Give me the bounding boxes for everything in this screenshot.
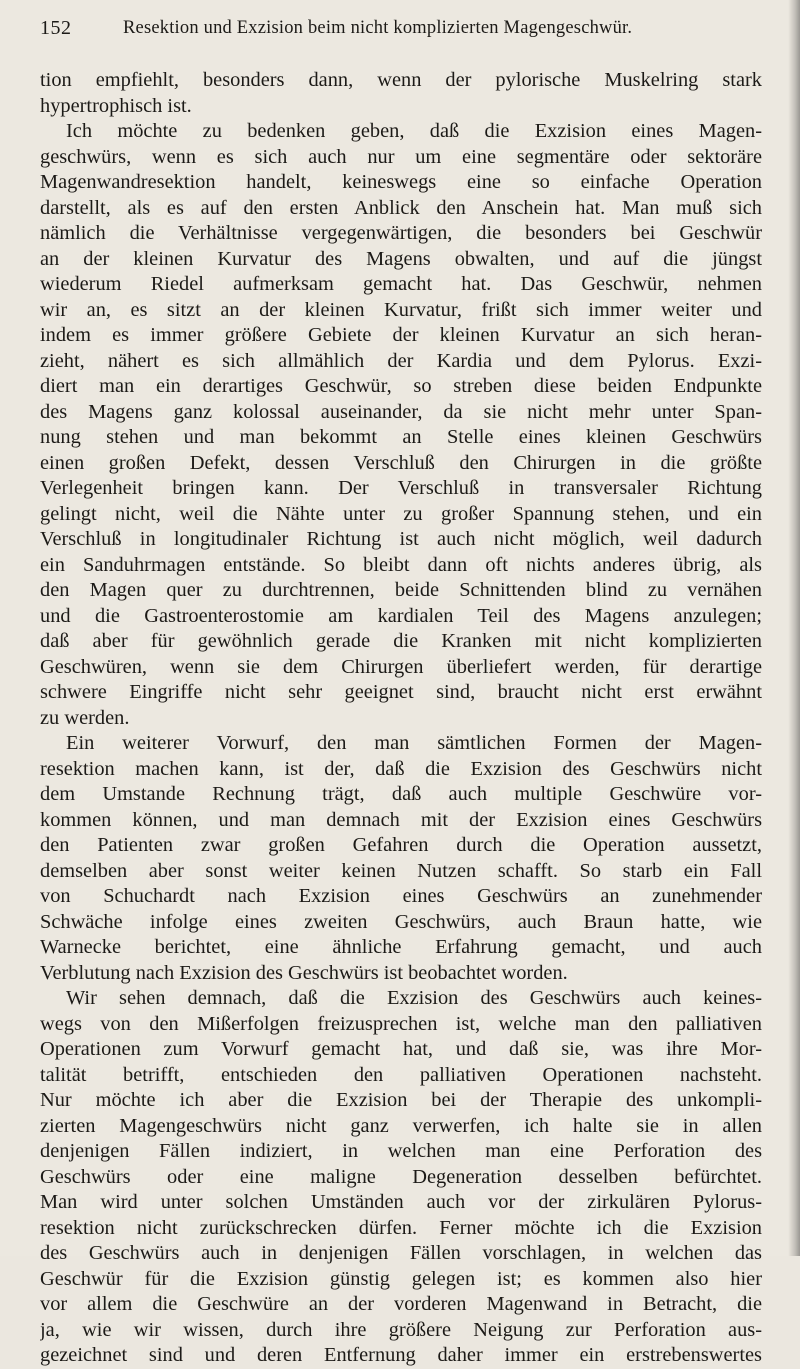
text-line: daß aber für gewöhnlich gerade die Kranken mit nicht komplizierten <box>40 630 762 652</box>
text-line: indem es immer größere Gebiete der kleinen Kurvatur an sich heran- <box>40 324 762 346</box>
text-line: ein Sanduhrmagen entstände. So bleibt dann oft nichts anderes übrig, als <box>40 553 762 576</box>
text-line: und die Gastroenterostomie am kardialen Teil des Magens anzulegen; <box>40 604 762 627</box>
text-line: ja, wie wir wissen, durch ihre größere Neigung zur Perforation aus- <box>40 1318 762 1341</box>
text-line: diert man ein derartiges Geschwür, so streben diese beiden Endpunkte <box>40 375 762 397</box>
text-line: gezeichnet sind und deren Entfernung daher immer ein erstrebenswertes <box>40 1344 762 1366</box>
text-line: Man wird unter solchen Umständen auch vor der zirkulären Pylorus- <box>40 1191 762 1213</box>
text-line: denjenigen Fällen indiziert, in welchen man eine Perforation des <box>40 1140 762 1162</box>
text-line: hypertrophisch ist. <box>40 94 192 117</box>
text-line: wir an, es sitzt an der kleinen Kurvatur, frißt sich immer weiter und <box>40 298 762 321</box>
text-line: nung stehen und man bekommt an Stelle eines kleinen Geschwürs <box>40 426 762 448</box>
text-line: des Magens ganz kolossal auseinander, da sie nicht mehr unter Span- <box>40 400 762 423</box>
text-line: tion empfiehlt, besonders dann, wenn der pylorische Muskelring stark <box>40 69 762 91</box>
text-line: Ein weiterer Vorwurf, den man sämtlichen Formen der Magen- <box>66 732 762 754</box>
text-line: nämlich die Verhältnisse vergegenwärtigen, die besonders bei Geschwür <box>40 222 762 244</box>
text-line: wiederum Riedel aufmerksam gemacht hat. Das Geschwür, nehmen <box>40 273 762 295</box>
text-line: geschwürs, wenn es sich auch nur um eine segmentäre oder sektoräre <box>40 145 762 168</box>
text-line: Verblutung nach Exzision des Geschwürs ist beobachtet worden. <box>40 961 568 984</box>
text-line: Warnecke berichtet, eine ähnliche Erfahrung gemacht, und auch <box>40 936 762 958</box>
body-text <box>40 68 762 1369</box>
text-line: Verlegenheit bringen kann. Der Verschluß in transversaler Richtung <box>40 477 762 499</box>
page-edge-shadow <box>788 0 800 1256</box>
text-line: an der kleinen Kurvatur des Magens obwalten, und auf die jüngst <box>40 247 762 270</box>
text-line: resektion machen kann, ist der, daß die Exzision des Geschwürs nicht <box>40 757 762 780</box>
page-header <box>40 17 760 47</box>
text-line: zierten Magengeschwürs nicht ganz verwerfen, ich halte sie in allen <box>40 1114 762 1137</box>
text-line: den Patienten zwar großen Gefahren durch die Operation aussetzt, <box>40 834 762 856</box>
page-number: 152 <box>40 17 72 39</box>
text-line: darstellt, als es auf den ersten Anblick den Anschein hat. Man muß sich <box>40 196 762 219</box>
text-line: gelingt nicht, weil die Nähte unter zu großer Spannung stehen, und ein <box>40 502 762 525</box>
text-line: Ich möchte zu bedenken geben, daß die Exzision eines Magen- <box>66 120 762 142</box>
running-head: Resektion und Exzision beim nicht komplizierten Magengeschwür. <box>123 18 633 38</box>
text-line: den Magen quer zu durchtrennen, beide Schnittenden blind zu vernähen <box>40 579 762 601</box>
text-line: des Geschwürs auch in denjenigen Fällen vorschlagen, in welchen das <box>40 1242 762 1264</box>
text-line: kommen können, und man demnach mit der Exzision eines Geschwürs <box>40 808 762 831</box>
text-line: Wir sehen demnach, daß die Exzision des Geschwürs auch keines- <box>66 987 762 1009</box>
text-line: Geschwüren, wenn sie dem Chirurgen überliefert werden, für derartige <box>40 655 762 678</box>
text-line: wegs von den Mißerfolgen freizusprechen ist, welche man den palliativen <box>40 1012 762 1035</box>
text-line: einen großen Defekt, dessen Verschluß den Chirurgen in die größte <box>40 451 762 474</box>
text-line: talität betrifft, entschieden den palliativen Operationen nachsteht. <box>40 1063 762 1086</box>
text-line: Nur möchte ich aber die Exzision bei der Therapie des unkompli- <box>40 1089 762 1111</box>
text-line: vor allem die Geschwüre an der vorderen Magenwand in Betracht, die <box>40 1293 762 1315</box>
text-line: Operationen zum Vorwurf gemacht hat, und daß sie, was ihre Mor- <box>40 1038 762 1060</box>
text-line: Verschluß in longitudinaler Richtung ist auch nicht möglich, weil dadurch <box>40 528 762 550</box>
text-line: von Schuchardt nach Exzision eines Geschwürs an zunehmender <box>40 885 762 907</box>
text-line: dem Umstande Rechnung trägt, daß auch multiple Geschwüre vor- <box>40 783 762 805</box>
text-line: demselben aber sonst weiter keinen Nutzen schafft. So starb ein Fall <box>40 859 762 882</box>
text-line: zieht, nähert es sich allmählich der Kardia und dem Pylorus. Exzi- <box>40 349 762 372</box>
text-line: Schwäche infolge eines zweiten Geschwürs, auch Braun hatte, wie <box>40 910 762 933</box>
text-line: schwere Eingriffe nicht sehr geeignet sind, braucht nicht erst erwähnt <box>40 681 762 703</box>
text-line: Magenwandresektion handelt, keineswegs eine so einfache Operation <box>40 171 762 193</box>
text-line: Geschwür für die Exzision günstig gelegen ist; es kommen also hier <box>40 1267 762 1290</box>
text-line: Geschwürs oder eine maligne Degeneration desselben befürchtet. <box>40 1165 762 1188</box>
text-line: zu werden. <box>40 706 130 729</box>
text-line: resektion nicht zurückschrecken dürfen. Ferner möchte ich die Exzision <box>40 1216 762 1239</box>
